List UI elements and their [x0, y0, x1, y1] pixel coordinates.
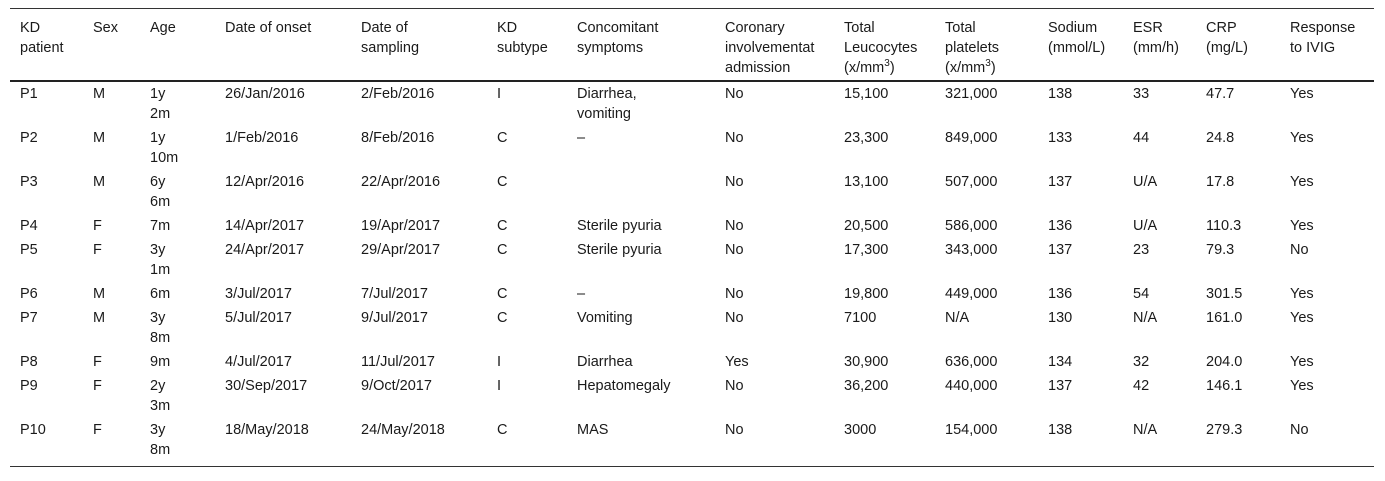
- cell-date-of-sampling: 7/Jul/2017: [361, 286, 428, 302]
- cell-kd-subtype: I: [497, 86, 502, 102]
- cell-sex: M: [93, 174, 106, 190]
- cell-sex: F: [93, 378, 102, 394]
- cell-patient: P4: [20, 218, 38, 234]
- table-header: [10, 9, 1374, 82]
- cell-sex: M: [93, 310, 106, 326]
- cell-kd-subtype: I: [497, 378, 502, 394]
- cell-patient: P1: [20, 86, 38, 102]
- cell-date-of-sampling: 2/Feb/2016: [361, 86, 435, 102]
- cell-crp: 301.5: [1206, 286, 1243, 302]
- kd-patient-table-container: [10, 8, 1374, 467]
- cell-total-leucocytes: 23,300: [844, 130, 889, 146]
- cell-sodium: 137: [1048, 242, 1073, 258]
- header-age: Age: [150, 20, 176, 36]
- cell-total-platelets: 636,000: [945, 354, 998, 370]
- cell-total-platelets: 343,000: [945, 242, 998, 258]
- cell-sodium: 136: [1048, 218, 1073, 234]
- cell-total-platelets: 849,000: [945, 130, 998, 146]
- cell-response-to-ivig: Yes: [1290, 310, 1314, 326]
- cell-age: 2y 3m: [150, 378, 171, 414]
- cell-crp: 110.3: [1206, 218, 1242, 234]
- cell-total-platelets: 586,000: [945, 218, 998, 234]
- cell-total-leucocytes: 17,300: [844, 242, 889, 258]
- cell-total-platelets: 507,000: [945, 174, 998, 190]
- cell-total-leucocytes: 20,500: [844, 218, 889, 234]
- cell-kd-subtype: C: [497, 286, 508, 302]
- cell-concomitant-symptoms: Diarrhea: [577, 354, 633, 370]
- cell-sodium: 138: [1048, 86, 1073, 102]
- cell-date-of-onset: 18/May/2018: [225, 422, 309, 438]
- cell-date-of-sampling: 9/Jul/2017: [361, 310, 428, 326]
- cell-date-of-onset: 3/Jul/2017: [225, 286, 292, 302]
- table-row: [10, 350, 1374, 374]
- cell-total-leucocytes: 30,900: [844, 354, 889, 370]
- header-sex: Sex: [93, 20, 118, 36]
- cell-response-to-ivig: No: [1290, 422, 1309, 438]
- cell-coronary-involvement: No: [725, 130, 744, 146]
- cell-crp: 204.0: [1206, 354, 1243, 370]
- cell-age: 7m: [150, 218, 171, 234]
- header-row: [10, 9, 1374, 82]
- header-date-of-onset: Date of onset: [225, 20, 312, 36]
- cell-date-of-onset: 12/Apr/2016: [225, 174, 305, 190]
- header-patient: KD patient: [20, 20, 64, 56]
- cell-concomitant-symptoms: Sterile pyuria: [577, 242, 662, 258]
- cell-sodium: 137: [1048, 378, 1073, 394]
- cell-patient: P3: [20, 174, 38, 190]
- cell-concomitant-symptoms: –: [577, 130, 586, 146]
- cell-crp: 161.0: [1206, 310, 1243, 326]
- cell-concomitant-symptoms: Sterile pyuria: [577, 218, 662, 234]
- cell-response-to-ivig: No: [1290, 242, 1309, 258]
- cell-age: 9m: [150, 354, 171, 370]
- cell-esr: U/A: [1133, 218, 1158, 234]
- cell-age: 3y 1m: [150, 242, 171, 278]
- table-row: [10, 282, 1374, 306]
- cell-esr: 32: [1133, 354, 1150, 370]
- cell-total-platelets: 321,000: [945, 86, 998, 102]
- header-date-of-sampling: Date of sampling: [361, 20, 420, 56]
- cell-concomitant-symptoms: –: [577, 286, 586, 302]
- cell-total-leucocytes: 7100: [844, 310, 877, 326]
- cell-response-to-ivig: Yes: [1290, 378, 1314, 394]
- cell-age: 6m: [150, 286, 171, 302]
- cell-crp: 47.7: [1206, 86, 1235, 102]
- cell-esr: 33: [1133, 86, 1150, 102]
- table-row: [10, 81, 1374, 126]
- cell-total-leucocytes: 13,100: [844, 174, 889, 190]
- cell-patient: P6: [20, 286, 38, 302]
- cell-esr: N/A: [1133, 310, 1158, 326]
- cell-sex: M: [93, 130, 106, 146]
- cell-response-to-ivig: Yes: [1290, 354, 1314, 370]
- cell-total-platelets: 440,000: [945, 378, 998, 394]
- cell-date-of-onset: 4/Jul/2017: [225, 354, 292, 370]
- table-row: [10, 170, 1374, 214]
- cell-total-platelets: N/A: [945, 310, 970, 326]
- cell-date-of-onset: 5/Jul/2017: [225, 310, 292, 326]
- cell-coronary-involvement: No: [725, 242, 744, 258]
- cell-total-leucocytes: 15,100: [844, 86, 889, 102]
- cell-esr: 23: [1133, 242, 1150, 258]
- cell-esr: N/A: [1133, 422, 1158, 438]
- cell-coronary-involvement: No: [725, 310, 744, 326]
- cell-age: 6y 6m: [150, 174, 171, 210]
- cell-crp: 79.3: [1206, 242, 1235, 258]
- header-total-platelets: Total platelets $(x/mm^3)$: [945, 20, 1000, 76]
- cell-patient: P7: [20, 310, 38, 326]
- cell-total-leucocytes: 3000: [844, 422, 877, 438]
- cell-kd-subtype: I: [497, 354, 502, 370]
- cell-date-of-onset: 24/Apr/2017: [225, 242, 305, 258]
- cell-sex: F: [93, 218, 102, 234]
- cell-date-of-sampling: 11/Jul/2017: [361, 354, 435, 370]
- cell-concomitant-symptoms: Diarrhea, vomiting: [577, 86, 637, 122]
- cell-date-of-onset: 30/Sep/2017: [225, 378, 308, 394]
- table-row: [10, 374, 1374, 418]
- cell-kd-subtype: C: [497, 174, 508, 190]
- cell-sex: F: [93, 242, 102, 258]
- cell-coronary-involvement: No: [725, 218, 744, 234]
- cell-concomitant-symptoms: MAS: [577, 422, 609, 438]
- cell-concomitant-symptoms: Vomiting: [577, 310, 633, 326]
- cell-age: 1y 10m: [150, 130, 179, 166]
- cell-date-of-sampling: 29/Apr/2017: [361, 242, 441, 258]
- cell-crp: 146.1: [1206, 378, 1243, 394]
- cell-sodium: 137: [1048, 174, 1073, 190]
- cell-date-of-onset: 1/Feb/2016: [225, 130, 299, 146]
- cell-total-platelets: 449,000: [945, 286, 998, 302]
- cell-kd-subtype: C: [497, 242, 508, 258]
- cell-patient: P9: [20, 378, 38, 394]
- cell-coronary-involvement: No: [725, 86, 744, 102]
- cell-sodium: 134: [1048, 354, 1073, 370]
- cell-concomitant-symptoms: [567, 170, 715, 214]
- cell-age: 3y 8m: [150, 422, 171, 458]
- cell-age: 1y 2m: [150, 86, 171, 122]
- cell-sex: M: [93, 286, 106, 302]
- cell-response-to-ivig: Yes: [1290, 174, 1314, 190]
- header-kd-subtype: KD subtype: [497, 20, 548, 56]
- cell-concomitant-symptoms: Hepatomegaly: [577, 378, 671, 394]
- cell-date-of-sampling: 8/Feb/2016: [361, 130, 435, 146]
- cell-sodium: 130: [1048, 310, 1073, 326]
- cell-esr: 42: [1133, 378, 1150, 394]
- header-sodium: Sodium (mmol/L): [1048, 20, 1106, 56]
- table-row: [10, 214, 1374, 238]
- cell-total-leucocytes: 19,800: [844, 286, 889, 302]
- cell-response-to-ivig: Yes: [1290, 286, 1314, 302]
- cell-date-of-sampling: 19/Apr/2017: [361, 218, 441, 234]
- cell-esr: U/A: [1133, 174, 1158, 190]
- cell-patient: P5: [20, 242, 38, 258]
- cell-esr: 54: [1133, 286, 1150, 302]
- table-row: [10, 306, 1374, 350]
- cell-coronary-involvement: No: [725, 378, 744, 394]
- cell-total-leucocytes: 36,200: [844, 378, 889, 394]
- cell-date-of-onset: 26/Jan/2016: [225, 86, 305, 102]
- cell-response-to-ivig: Yes: [1290, 86, 1314, 102]
- cell-crp: 17.8: [1206, 174, 1235, 190]
- cell-coronary-involvement: No: [725, 286, 744, 302]
- cell-date-of-sampling: 9/Oct/2017: [361, 378, 432, 394]
- kd-patient-table: [10, 8, 1374, 467]
- table-row: [10, 418, 1374, 467]
- header-total-leucocytes: Total Leucocytes $(x/mm^3)$: [844, 20, 918, 76]
- cell-date-of-onset: 14/Apr/2017: [225, 218, 305, 234]
- cell-sex: M: [93, 86, 106, 102]
- cell-coronary-involvement: No: [725, 174, 744, 190]
- cell-patient: P10: [20, 422, 46, 438]
- header-concomitant-symptoms: Concomitant symptoms: [577, 20, 659, 56]
- cell-sodium: 138: [1048, 422, 1073, 438]
- cell-sex: F: [93, 422, 102, 438]
- cell-sodium: 133: [1048, 130, 1073, 146]
- header-response-to-ivig: Response to IVIG: [1290, 20, 1356, 56]
- cell-kd-subtype: C: [497, 310, 508, 326]
- cell-total-platelets: 154,000: [945, 422, 998, 438]
- cell-sex: F: [93, 354, 102, 370]
- header-crp: CRP (mg/L): [1206, 20, 1248, 56]
- cell-coronary-involvement: Yes: [725, 354, 749, 370]
- cell-esr: 44: [1133, 130, 1150, 146]
- cell-kd-subtype: C: [497, 422, 508, 438]
- cell-kd-subtype: C: [497, 130, 508, 146]
- cell-sodium: 136: [1048, 286, 1073, 302]
- cell-date-of-sampling: 24/May/2018: [361, 422, 445, 438]
- cell-patient: P2: [20, 130, 38, 146]
- table-row: [10, 126, 1374, 170]
- cell-crp: 24.8: [1206, 130, 1235, 146]
- header-esr: ESR (mm/h): [1133, 20, 1179, 56]
- cell-patient: P8: [20, 354, 38, 370]
- table-body: [10, 81, 1374, 467]
- cell-coronary-involvement: No: [725, 422, 744, 438]
- cell-date-of-sampling: 22/Apr/2016: [361, 174, 441, 190]
- cell-crp: 279.3: [1206, 422, 1243, 438]
- cell-response-to-ivig: Yes: [1290, 218, 1314, 234]
- cell-age: 3y 8m: [150, 310, 171, 346]
- cell-kd-subtype: C: [497, 218, 508, 234]
- cell-response-to-ivig: Yes: [1290, 130, 1314, 146]
- header-coronary-involvement: Coronary involvementat admission: [725, 20, 815, 76]
- table-row: [10, 238, 1374, 282]
